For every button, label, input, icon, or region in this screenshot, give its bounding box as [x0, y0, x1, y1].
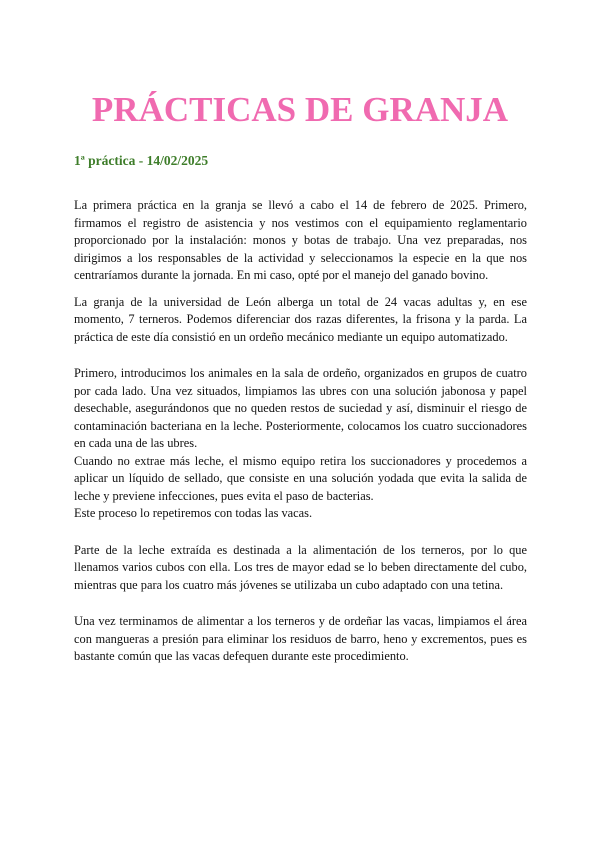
paragraph-milking-steps: Primero, introducimos los animales en la sala de ordeño, organizados en grupos de cuatro por cada lado. Una vez situados, limpiamos las ubres con una solución jabonosa y papel desechable, asegurándonos que no queden restos de suciedad y así, disminuir el riesgo de contaminación bacteriana en la leche. Posteriormente, colocamos los cuatro succionadores en cada una de las ubres.: [74, 366, 527, 450]
page-title: PRÁCTICAS DE GRANJA: [91, 90, 509, 129]
paragraph-farm: La granja de la universidad de León alberga un total de 24 vacas adultas y, en ese momento, 7 terneros. Podemos diferenciar dos razas diferentes, la frisona y la parda. La práctica de este día consistió en un ordeño mecánico mediante un equipo automatizado.: [74, 294, 527, 344]
practice-date-heading: 1ª práctica - 14/02/2025: [74, 153, 209, 168]
document-body: [74, 197, 527, 666]
paragraph-calves: Parte de la leche extraída es destinada a la alimentación de los terneros, por lo que llenamos varios cubos con ella. Los tres de mayor edad se lo beben directamente del cubo, mientras que para los cuatro más jóvenes se utilizaba un cubo adaptado con una tetina.: [74, 542, 527, 592]
paragraph-cleaning: Una vez terminamos de alimentar a los terneros y de ordeñar las vacas, limpiamos el área con mangueras a presión para eliminar los residuos de barro, heno y excrementos, pues es bastante común que las vacas defequen durante este procedimiento.: [74, 614, 527, 663]
paragraph-intro: La primera práctica en la granja se llevó a cabo el 14 de febrero de 2025. Primero, firmamos el registro de asistencia y nos vestimos con el equipamiento reglamentario proporcionado por la instalación: monos y botas de trabajo. Una vez preparadas, nos dirigimos a los responsables de la actividad y seleccionamos la especie en la que nos centraríamos durante la jornada. En mi caso, opté por el manejo del ganado bovino.: [74, 198, 527, 282]
paragraph-sealing: Cuando no extrae más leche, el mismo equipo retira los succionadores y procedemos a aplicar un líquido de sellado, que consiste en una solución yodada que evita la salida de leche y previene infecciones, pues evita el paso de bacterias.: [74, 453, 527, 503]
paragraph-repeat: Este proceso lo repetiremos con todas las vacas.: [74, 506, 313, 520]
